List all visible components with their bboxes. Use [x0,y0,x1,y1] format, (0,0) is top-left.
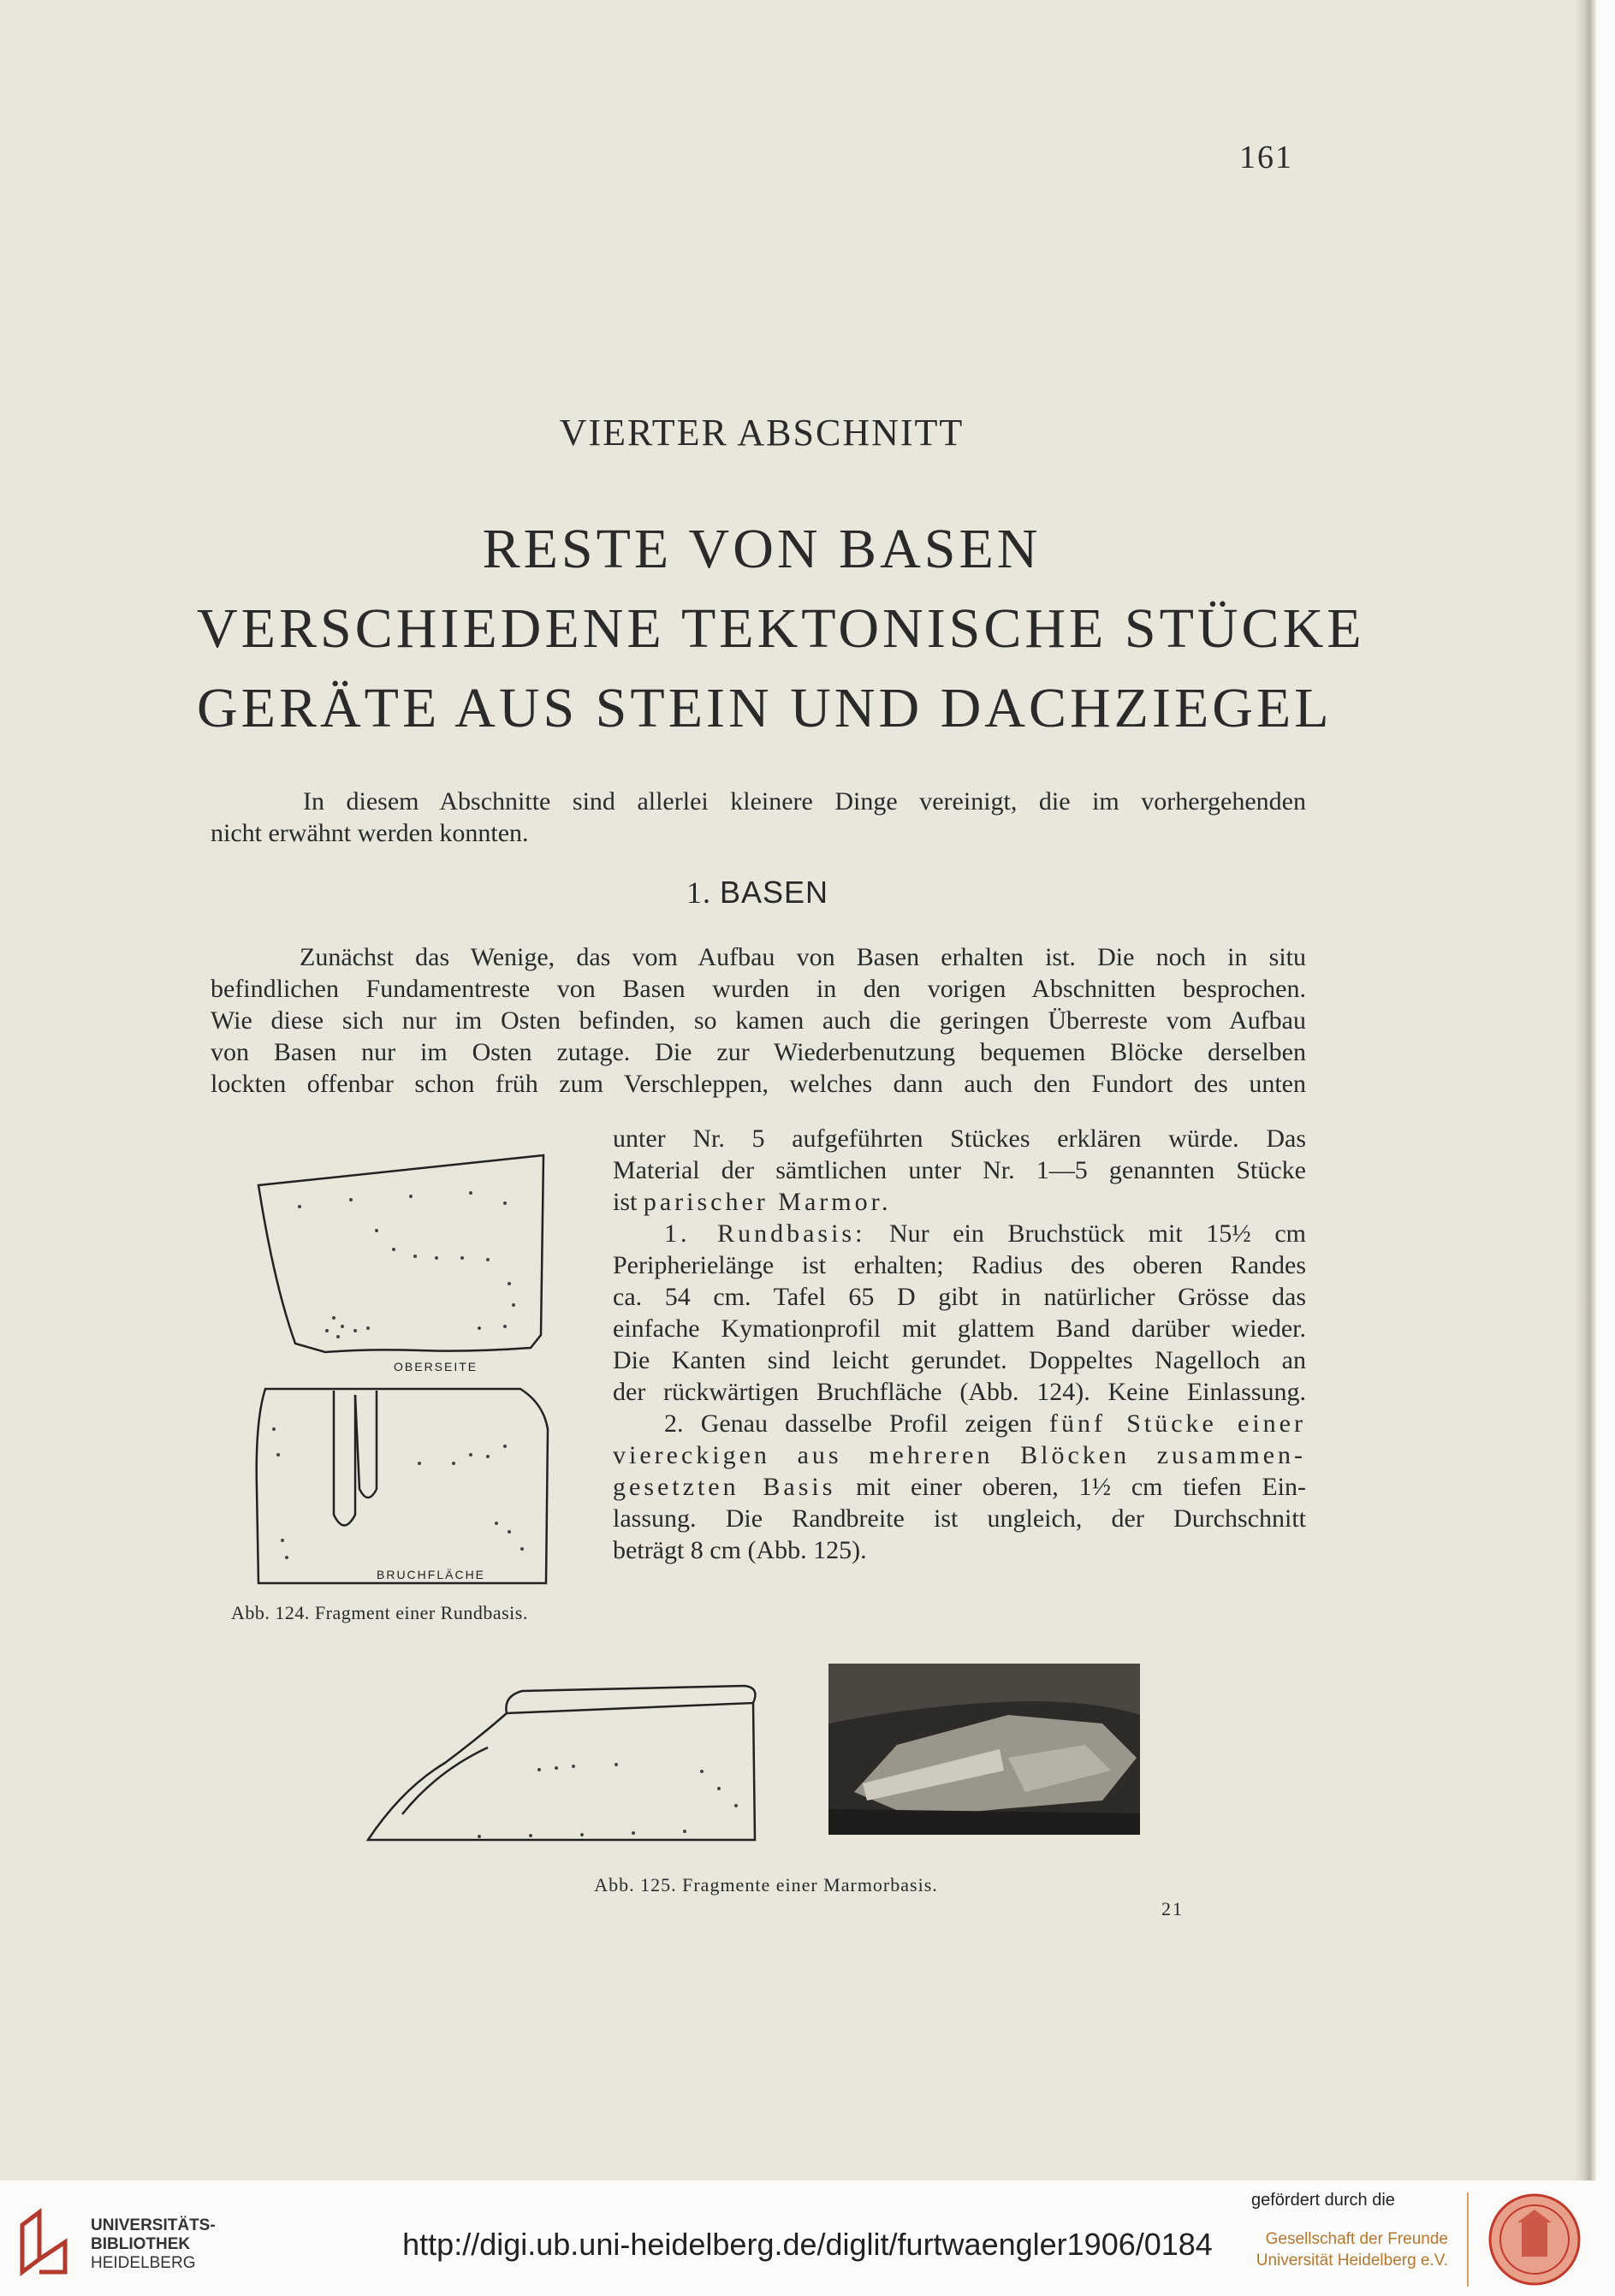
text-line: Zunächst das Wenige, das vom Aufbau von Basen erhalten ist. Die noch in situ [300,943,1306,971]
page-number: 161 [1239,139,1293,175]
text-run: mit einer oberen, 1½ cm tiefen Ein- [835,1473,1306,1501]
subheading [0,875,1515,911]
text-line: unter Nr. 5 aufgeführten Stückes erklären würde. Das [613,1124,1306,1153]
figure-125-caption: Abb. 125. Fragmente einer Marmorbasis. [594,1874,938,1896]
basen-paragraph [211,941,1306,1100]
text-line: befindlichen Fundamentreste von Basen wurden in den vorigen Abschnitten besprochen. [211,975,1306,1003]
text-line: viereckigen aus mehreren Blöcken zusammen- [613,1441,1306,1469]
figure-125-drawing [359,1669,762,1848]
library-line: BIBLIOTHEK [91,2235,191,2253]
text-line [613,1408,1306,1439]
spaced-text: fünf Stücke einer [1049,1409,1306,1438]
text-line [613,1218,1306,1249]
page-edge [1596,0,1615,2180]
intro-paragraph [211,786,1306,849]
title-line: VERSCHIEDENE TEKTONISCHE STÜCKE [197,597,1365,660]
spaced-text: gesetzten Basis [613,1473,836,1501]
permalink-url[interactable]: http://digi.ub.uni-heidelberg.de/diglit/furtwaengler1906/0184 [402,2227,1213,2262]
text-line [613,1186,1306,1218]
text-line [613,1471,1306,1503]
text-line: der rückwärtigen Bruchfläche (Abb. 124). Keine Einlassung. [613,1378,1306,1406]
text-line: nicht erwähnt werden konnten. [211,819,529,847]
figure-125-photo [828,1664,1140,1835]
library-line: HEIDELBERG [91,2254,196,2272]
text-line: ca. 54 cm. Tafel 65 D gibt in natürlicher Grösse das [613,1283,1306,1311]
university-seal-icon [1487,2192,1582,2287]
spaced-text: parischer Marmor. [643,1188,892,1216]
text-run: Nur ein Bruchstück mit 15½ cm [865,1219,1306,1248]
text-line: lockten offenbar schon früh zum Verschleppen, welches dann auch den Fundort des unten [211,1070,1306,1098]
text-line: von Basen nur im Osten zutage. Die zur Wiederbenutzung bequemen Blöcke derselben [211,1038,1306,1066]
sponsor-line: Gesellschaft der Freunde [1265,2230,1448,2248]
oberseite-label: OBERSEITE [394,1360,478,1373]
text-line: lassung. Die Randbreite ist ungleich, der Durchschnitt [613,1504,1306,1533]
right-column-text [613,1123,1306,1566]
title-line: GERÄTE AUS STEIN UND DACHZIEGEL [197,677,1333,739]
text-line: beträgt 8 cm (Abb. 125). [613,1536,867,1564]
sponsor-label: gefördert durch die [1251,2191,1395,2210]
text-line: Die Kanten sind leicht gerundet. Doppeltes Nagelloch an [613,1346,1306,1374]
marble-fragment-photo [828,1664,1140,1835]
text-line: einfache Kymationprofil mit glattem Band darüber wieder. [613,1314,1306,1343]
text-run: 2. Genau dasselbe Profil zeigen [664,1409,1050,1438]
text-line: Material der sämtlichen unter Nr. 1—5 genannten Stücke [613,1156,1306,1184]
text-run: ist [613,1188,644,1216]
figure-124-caption: Abb. 124. Fragment einer Rundbasis. [231,1602,528,1623]
text-line: In diesem Abschnitte sind allerlei kleinere Dinge vereinigt, die im vorhergehenden [303,787,1306,816]
figure-124-drawing [248,1147,573,1596]
sponsor-name [1251,2228,1448,2271]
chapter-title [197,509,1365,748]
title-line: RESTE VON BASEN [482,518,1042,580]
sponsor-line: Universität Heidelberg e.V. [1256,2252,1448,2269]
bruchflaeche-label: BRUCHFLÄCHE [377,1568,486,1581]
footer-divider [1467,2192,1469,2287]
subheading-number: 1. [686,875,711,910]
text-line: Peripherielänge ist erhalten; Radius des oberen Randes [613,1251,1306,1279]
signature-number: 21 [1161,1898,1184,1919]
spaced-text: 1. Rundbasis: [664,1219,866,1248]
text-line: Wie diese sich nur im Osten befinden, so kamen auch die geringen Überreste vom Aufbau [211,1006,1306,1035]
subheading-word: BASEN [719,875,829,910]
section-label: VIERTER ABSCHNITT [559,412,965,454]
library-line: UNIVERSITÄTS- [91,2216,216,2234]
